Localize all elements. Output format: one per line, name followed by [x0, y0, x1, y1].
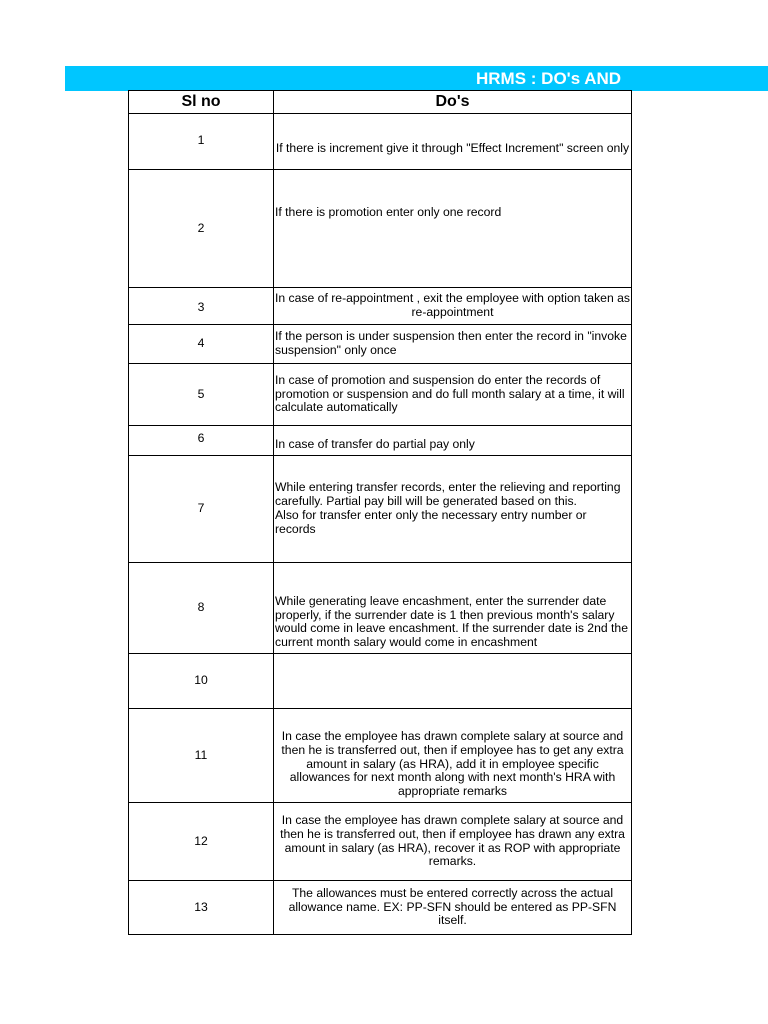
row-text: In case of transfer do partial pay only	[274, 426, 632, 456]
table-row	[129, 881, 632, 935]
title-banner	[65, 66, 768, 91]
row-sl-no: 4	[129, 325, 274, 364]
table-row	[129, 709, 632, 803]
table-row	[129, 325, 632, 364]
row-sl-no: 7	[129, 456, 274, 563]
table-row	[129, 426, 632, 456]
row-sl-no: 5	[129, 364, 274, 426]
header-dos: Do's	[274, 91, 632, 114]
row-text: In case of re-appointment , exit the employee with option taken as re-appointment	[274, 288, 632, 325]
row-text: If the person is under suspension then enter the record in "invoke suspension" only once	[274, 325, 632, 364]
banner-title: HRMS : DO's AND	[476, 69, 622, 88]
row-text: In case the employee has drawn complete salary at source and then he is transferred out, then if employee has drawn any extra amount in salary (as HRA), recover it as ROP with appropriate remarks.	[274, 803, 632, 881]
row-text: The allowances must be entered correctly across the actual allowance name. EX: PP-SFN should be entered as PP-SFN itself.	[274, 881, 632, 935]
row-text	[274, 654, 632, 709]
table-row	[129, 803, 632, 881]
table-row	[129, 114, 632, 170]
row-sl-no: 11	[129, 709, 274, 803]
table-row	[129, 563, 632, 654]
table-row	[129, 456, 632, 563]
table-row	[129, 364, 632, 426]
row-sl-no: 1	[129, 114, 274, 170]
row-text: While entering transfer records, enter the relieving and reporting carefully. Partial pay bill will be generated based on this. Also for transfer enter only the necessary entry number or records	[274, 456, 632, 563]
table-row	[129, 288, 632, 325]
row-text: In case the employee has drawn complete salary at source and then he is transferred out, then if employee has to get any extra amount in salary (as HRA), add it in employee specific allowances for next month along with next month's HRA with appropriate remarks	[274, 709, 632, 803]
row-sl-no: 8	[129, 563, 274, 654]
table-row	[129, 654, 632, 709]
row-text: If there is promotion enter only one record	[274, 170, 632, 288]
table-row	[129, 170, 632, 288]
row-text: If there is increment give it through "Effect Increment" screen only	[274, 114, 632, 170]
row-sl-no: 10	[129, 654, 274, 709]
row-sl-no: 13	[129, 881, 274, 935]
row-sl-no: 2	[129, 170, 274, 288]
row-text: In case of promotion and suspension do enter the records of promotion or suspension and do full month salary at a time, it will calculate automatically	[274, 364, 632, 426]
row-sl-no: 6	[129, 426, 274, 456]
row-sl-no: 12	[129, 803, 274, 881]
dos-table	[128, 90, 632, 935]
header-row	[129, 91, 632, 114]
header-sl-no: Sl no	[129, 91, 274, 114]
row-text: While generating leave encashment, enter the surrender date properly, if the surrender date is 1 then previous month's salary would come in leave encashment. If the surrender date is 2nd the current month salary would come in encashment	[274, 563, 632, 654]
row-sl-no: 3	[129, 288, 274, 325]
